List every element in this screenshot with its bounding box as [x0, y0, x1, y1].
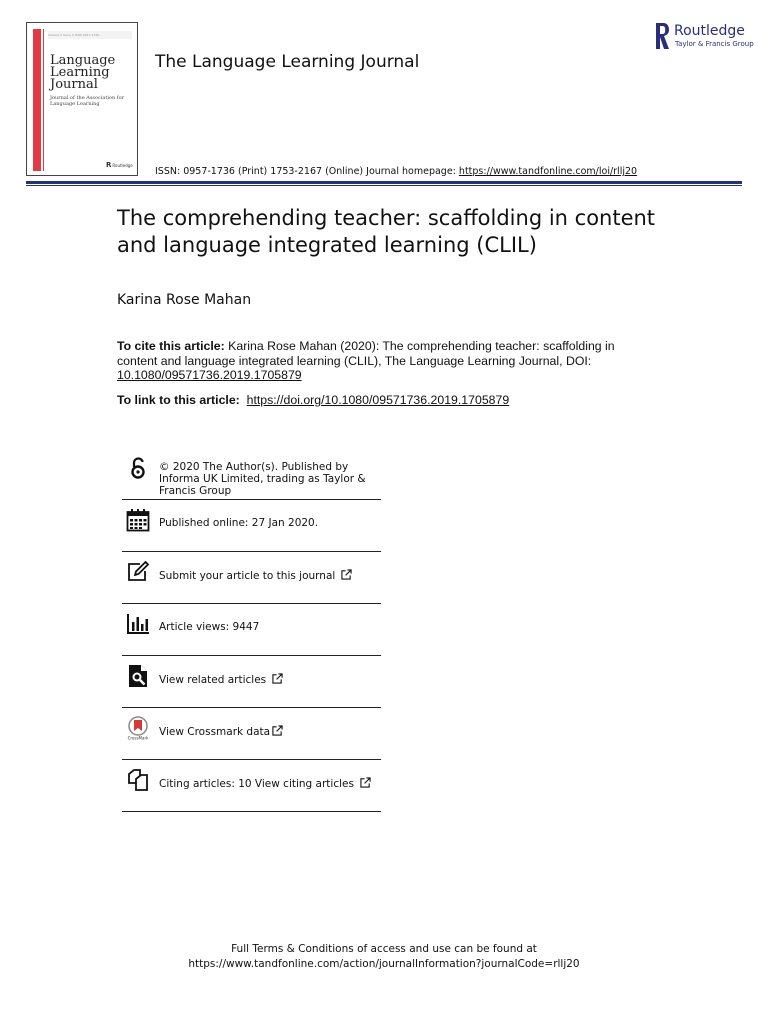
- footer-line-1: Full Terms & Conditions of access and use can be found at: [231, 943, 537, 955]
- link-label: To link to this article:: [117, 393, 240, 407]
- issn-line: [155, 166, 637, 177]
- footer-terms-link[interactable]: https://www.tandfonline.com/action/journalInformation?journalCode=rllj20: [188, 958, 580, 970]
- bar-chart-icon: [126, 612, 150, 636]
- license-text: © 2020 The Author(s). Published by Informa UK Limited, trading as Taylor & Francis Group: [159, 461, 366, 497]
- cite-text: Karina Rose Mahan (2020): The comprehending teacher: scaffolding in content and language integrated learning (CLIL), The Language Learning Journal, DOI:: [117, 339, 615, 368]
- publisher-name: Routledge: [674, 23, 745, 39]
- header-rule: [26, 181, 742, 184]
- external-link-icon: [272, 725, 283, 736]
- footer-terms: [0, 942, 768, 972]
- external-link-icon: [341, 569, 352, 580]
- view-crossmark-link[interactable]: [159, 725, 283, 738]
- view-citing-articles-link[interactable]: [159, 777, 371, 790]
- submit-article-label: Submit your article to this journal: [159, 570, 336, 582]
- external-link-icon: [272, 673, 283, 684]
- related-articles-label: View related articles: [159, 674, 267, 686]
- article-author: Karina Rose Mahan: [117, 292, 252, 308]
- crossmark-label: View Crossmark data: [159, 726, 271, 738]
- article-link-line: [117, 393, 509, 407]
- journal-cover: [26, 22, 138, 176]
- citing-articles-label: Citing articles: 10 View citing articles: [159, 778, 354, 790]
- header-rule-thin: [26, 185, 742, 186]
- article-title: The comprehending teacher: scaffolding in content and language integrated learning (CLIL): [117, 206, 656, 257]
- publisher-tagline: Taylor & Francis Group: [675, 40, 754, 48]
- view-related-articles-link[interactable]: [159, 673, 283, 686]
- related-row[interactable]: [122, 656, 381, 708]
- open-access-icon: [126, 456, 150, 480]
- external-link-icon: [360, 777, 371, 788]
- crossmark-row[interactable]: [122, 708, 381, 760]
- submit-row[interactable]: [122, 552, 381, 604]
- cite-label: To cite this article:: [117, 339, 225, 353]
- issn-text: ISSN: 0957-1736 (Print) 1753-2167 (Online) Journal homepage:: [155, 166, 459, 177]
- article-views: Article views: 9447: [159, 621, 260, 633]
- article-doi-link[interactable]: https://doi.org/10.1080/09571736.2019.1705879: [246, 393, 510, 407]
- cover-publisher-logo: R Routledge: [106, 161, 132, 169]
- published-row: [122, 500, 381, 552]
- license-row: [122, 450, 381, 500]
- crossmark-logo-text: CrossMark: [127, 735, 149, 740]
- submit-article-link[interactable]: [159, 569, 352, 582]
- calendar-icon: [126, 508, 150, 532]
- cite-doi-link[interactable]: 10.1080/09571736.2019.1705879: [117, 368, 302, 382]
- cover-page: [43, 29, 136, 171]
- crossmark-icon: [126, 716, 150, 740]
- citing-articles-icon: [126, 768, 150, 792]
- published-date: Published online: 27 Jan 2020.: [159, 517, 319, 529]
- journal-homepage-link[interactable]: https://www.tandfonline.com/loi/rllj20: [458, 166, 638, 177]
- routledge-r-icon: [654, 22, 670, 50]
- journal-title: The Language Learning Journal: [155, 52, 420, 72]
- search-document-icon: [126, 664, 150, 688]
- citing-row[interactable]: [122, 760, 381, 812]
- article-info-list: [122, 450, 381, 812]
- citation-block: [117, 339, 617, 383]
- cover-title: Language Learning Journal: [50, 53, 116, 92]
- cover-subtitle: Journal of the Association for Language Learning: [50, 95, 125, 107]
- views-row: [122, 604, 381, 656]
- cover-stripe: [33, 29, 41, 171]
- edit-icon: [126, 560, 150, 584]
- cover-topbar: Volume X Issue X ISSN 0957-1736: [48, 31, 132, 39]
